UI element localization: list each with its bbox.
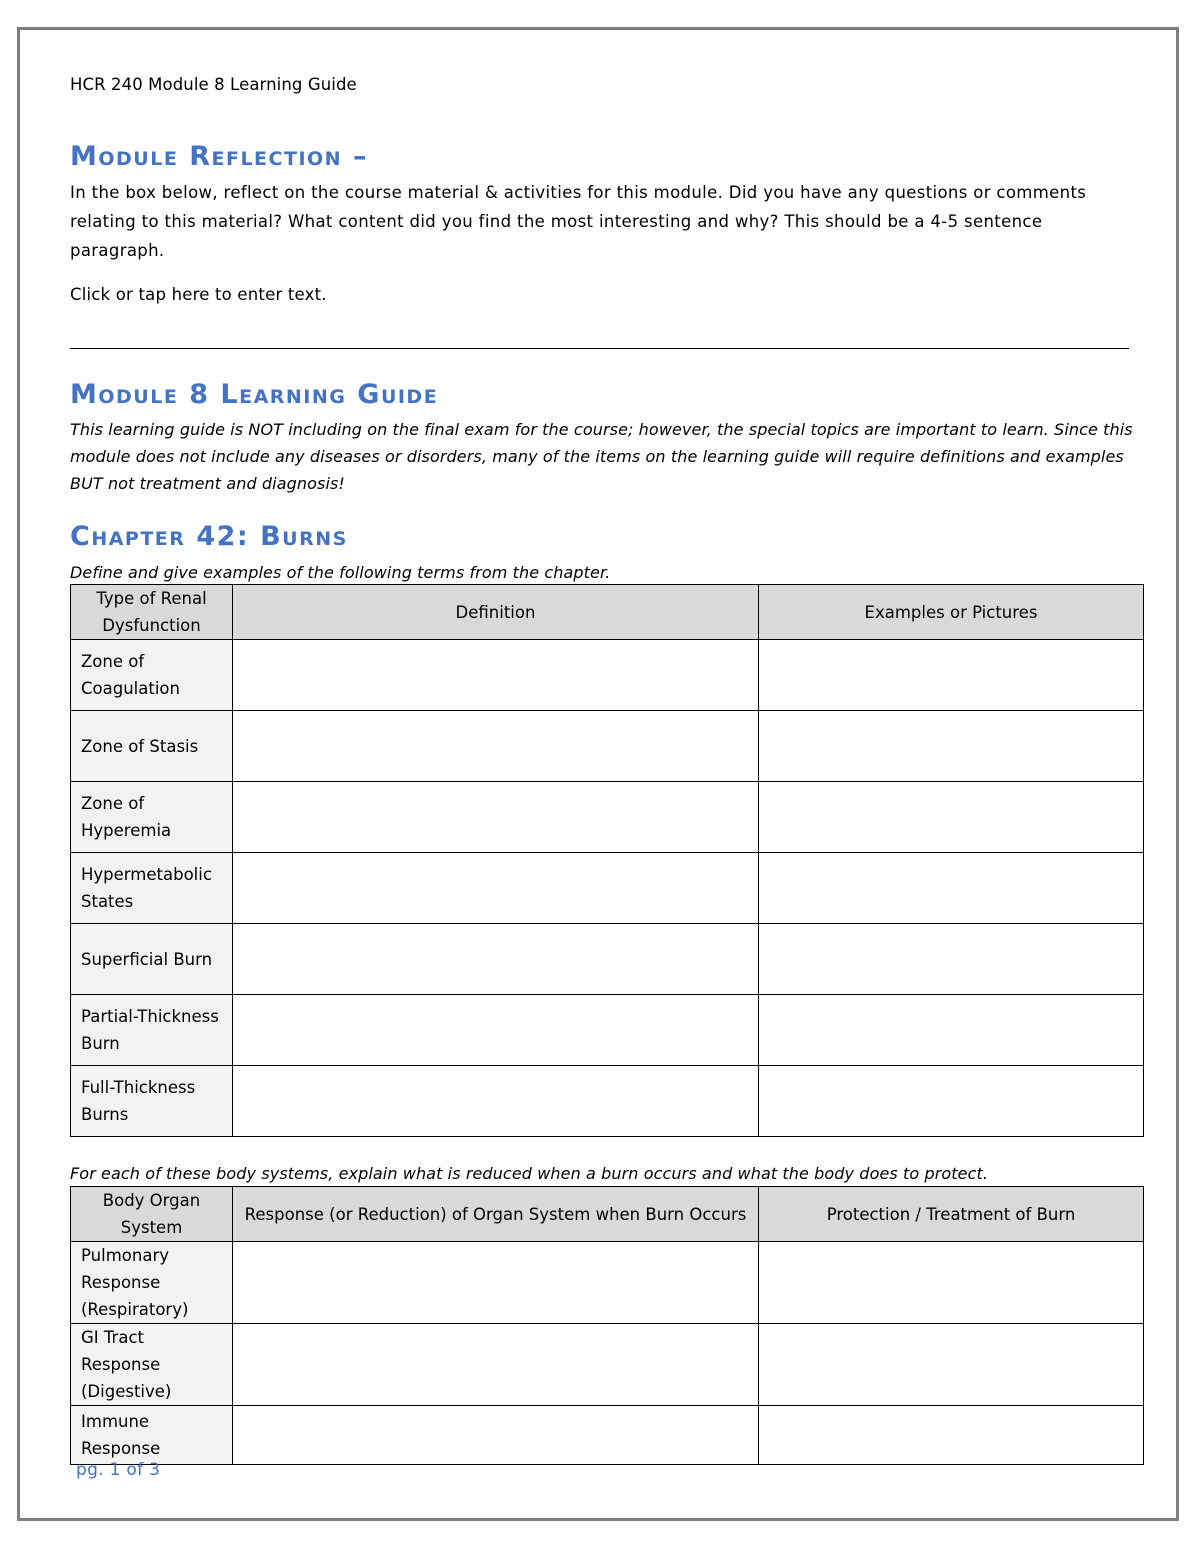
protection-cell[interactable] — [759, 1324, 1144, 1406]
learning-guide-intro: This learning guide is NOT including on the final exam for the course; however, the special topics are important to learn. Since this module does not include any diseases or disorders, many of the items on the learning guide will require definitions and examples BUT not treatment and diagnosis! — [70, 420, 1133, 493]
definition-cell[interactable] — [233, 924, 759, 995]
response-cell[interactable] — [233, 1242, 759, 1324]
table-row — [71, 1242, 1144, 1324]
column-header-definition: Definition — [233, 585, 759, 640]
definition-cell[interactable] — [233, 1066, 759, 1137]
system-cell: GI Tract Response (Digestive) — [71, 1324, 233, 1406]
term-cell: Partial-Thickness Burn — [71, 995, 233, 1066]
table-row — [71, 995, 1144, 1066]
examples-cell[interactable] — [759, 782, 1144, 853]
table-row — [71, 1324, 1144, 1406]
term-cell: Zone of Stasis — [71, 711, 233, 782]
table2-instruction: For each of these body systems, explain what is reduced when a burn occurs and what the body does to protect. — [70, 1164, 989, 1183]
examples-cell[interactable] — [759, 640, 1144, 711]
table1-instruction: Define and give examples of the following terms from the chapter. — [70, 563, 611, 582]
column-header-protection: Protection / Treatment of Burn — [759, 1187, 1144, 1242]
definition-cell[interactable] — [233, 995, 759, 1066]
term-cell: Zone of Coagulation — [71, 640, 233, 711]
reflection-prompt: In the box below, reflect on the course material & activities for this module. Did you have any questions or comments relating to this material? What content did you find the most interesting and why? This should be a 4-5 sentence paragraph. — [70, 183, 1087, 260]
table-row — [71, 1406, 1144, 1465]
term-cell: Full-Thickness Burns — [71, 1066, 233, 1137]
table-row — [71, 924, 1144, 995]
table-row — [71, 640, 1144, 711]
chapter-heading: Chapter 42: Burns — [70, 521, 348, 552]
examples-cell[interactable] — [759, 1066, 1144, 1137]
table-row — [71, 782, 1144, 853]
section-divider — [70, 348, 1129, 349]
reflection-text-field[interactable]: Click or tap here to enter text. — [70, 285, 327, 304]
column-header-examples: Examples or Pictures — [759, 585, 1144, 640]
table-row — [71, 711, 1144, 782]
examples-cell[interactable] — [759, 711, 1144, 782]
column-header-system: Body Organ System — [71, 1187, 233, 1242]
table-header-row — [71, 1187, 1144, 1242]
column-header-term: Type of Renal Dysfunction — [71, 585, 233, 640]
protection-cell[interactable] — [759, 1406, 1144, 1465]
examples-cell[interactable] — [759, 995, 1144, 1066]
learning-guide-heading: Module 8 Learning Guide — [70, 379, 439, 410]
table-row — [71, 853, 1144, 924]
system-cell: Immune Response — [71, 1406, 233, 1465]
column-header-response: Response (or Reduction) of Organ System when Burn Occurs — [233, 1187, 759, 1242]
examples-cell[interactable] — [759, 853, 1144, 924]
term-cell: Zone of Hyperemia — [71, 782, 233, 853]
burns-terms-table — [70, 584, 1144, 1137]
response-cell[interactable] — [233, 1406, 759, 1465]
table-header-row — [71, 585, 1144, 640]
body-systems-table — [70, 1186, 1144, 1465]
table-row — [71, 1066, 1144, 1137]
response-cell[interactable] — [233, 1324, 759, 1406]
examples-cell[interactable] — [759, 924, 1144, 995]
term-cell: Superficial Burn — [71, 924, 233, 995]
definition-cell[interactable] — [233, 782, 759, 853]
module-reflection-heading: Module Reflection – — [70, 141, 368, 172]
term-cell: Hypermetabolic States — [71, 853, 233, 924]
definition-cell[interactable] — [233, 853, 759, 924]
definition-cell[interactable] — [233, 711, 759, 782]
page-number: pg. 1 of 3 — [76, 1460, 161, 1480]
protection-cell[interactable] — [759, 1242, 1144, 1324]
document-header: HCR 240 Module 8 Learning Guide — [70, 75, 357, 94]
system-cell: Pulmonary Response (Respiratory) — [71, 1242, 233, 1324]
definition-cell[interactable] — [233, 640, 759, 711]
